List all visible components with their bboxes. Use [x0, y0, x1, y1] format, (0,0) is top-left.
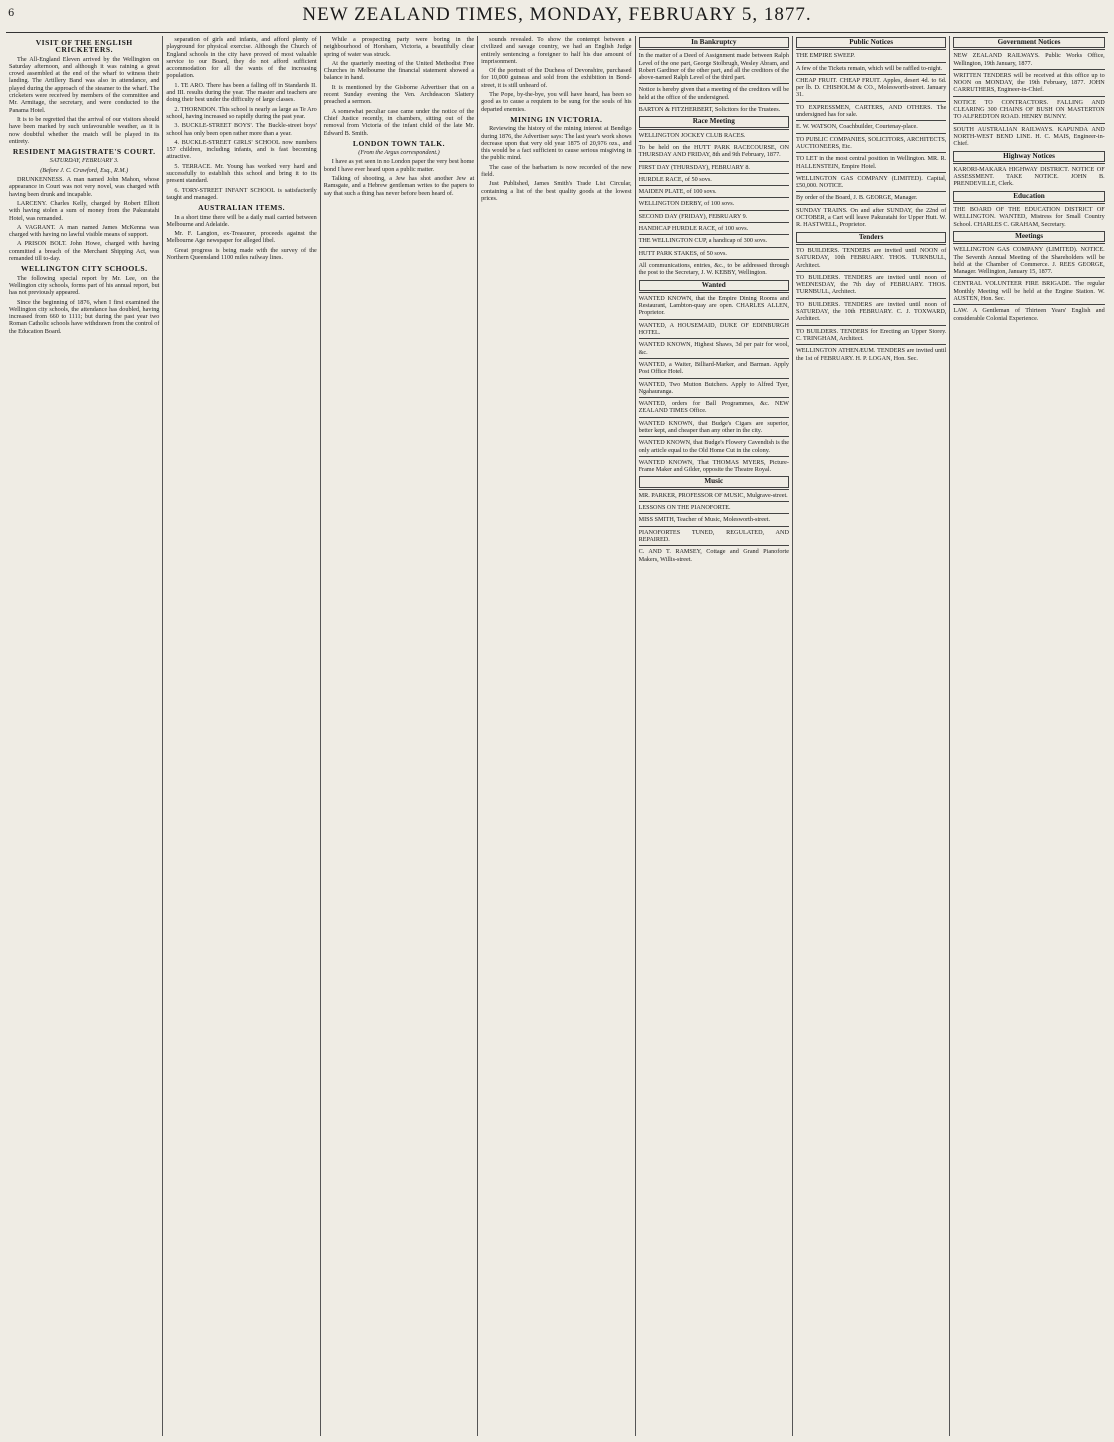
advertisement: HUTT PARK STAKES, of 50 sovs. — [639, 247, 789, 259]
article-paragraph: A somewhat peculiar case came under the notice of the Chief Justice recently, in chambers, sitting out of the removal from Victoria of the infant child of the late Mr. Edward B. Smith. — [323, 107, 475, 137]
advertisement: NOTICE TO CONTRACTORS. FALLING AND CLEARING 300 CHAINS OF BUSH ON MASTERTON TO ALFREDTON ROAD. HENRY BUNNY. — [953, 96, 1104, 123]
column-2 — [163, 36, 320, 1436]
advertisement: TO BUILDERS. TENDERS are invited until noon of SATURDAY, the 10th FEBRUARY. C. J. TOXWARD, Architect. — [796, 298, 946, 325]
header-rule — [6, 32, 1108, 33]
advertisement: TO EXPRESSMEN, CARTERS, AND OTHERS. The undersigned has for sale. — [796, 101, 946, 121]
article-heading: LONDON TOWN TALK. — [352, 138, 446, 148]
article-paragraph: separation of girls and infants, and afford plenty of playground for physical exercise. Although the Church of England schools in the city have proved of most valuable service to our Board, they do not afford sufficient accommodation for all the wants of the increasing population. — [166, 36, 317, 80]
advertisement: NEW ZEALAND RAILWAYS. Public Works Office, Wellington, 19th January, 1877. — [953, 49, 1104, 69]
advertisement: PIANOFORTES TUNED, REGULATED, AND REPAIRED. — [639, 526, 789, 546]
article-paragraph: 3. BUCKLE-STREET BOYS'. The Buckle-street boys' school has only been open rather more than a year. — [166, 122, 317, 137]
section-heading: Highway Notices — [953, 151, 1104, 162]
advertisement: WANTED KNOWN, that Budge's Cigars are superior, better kept, and cheaper than any other in the city. — [639, 417, 789, 437]
advertisement: WRITTEN TENDERS will be received at this office up to NOON on MONDAY, the 19th February, 1877. JOHN CARRUTHERS, Engineer-in-Chief. — [953, 69, 1104, 96]
section-heading: Wanted — [639, 280, 789, 291]
advertisement: WELLINGTON GAS COMPANY (LIMITED). NOTICE. The Seventh Annual Meeting of the Shareholders will be held at the Chamber of Commerce. J. REES GEORGE, Manager. Wellington, January 15, 1877. — [953, 243, 1104, 277]
advertisement: CENTRAL VOLUNTEER FIRE BRIGADE. The regular Monthly Meeting will be held at the Engine Station. W. AUSTEN, Hon. Sec. — [953, 277, 1104, 304]
article-paragraph: I have as yet seen in no London paper the very best home bond I have ever heard upon a public matter. — [323, 158, 475, 173]
advertisement: WANTED, A HOUSEMAID, DUKE OF EDINBURGH HOTEL. — [639, 319, 789, 339]
advertisement: TO BUILDERS. TENDERS are invited until NOON of SATURDAY, 10th FEBRUARY. THOS. TURNBULL, Architect. — [796, 244, 946, 271]
newspaper-title: NEW ZEALAND TIMES, MONDAY, FEBRUARY 5, 1877. — [302, 4, 812, 25]
article-subheading: (From the Argus correspondent.) — [358, 149, 440, 157]
article-heading: WELLINGTON CITY SCHOOLS. — [20, 264, 148, 274]
article-heading: RESIDENT MAGISTRATE'S COURT. — [12, 147, 156, 157]
advertisement: A few of the Tickets remain, which will be raffled to-night. — [796, 62, 946, 74]
advertisement: In the matter of a Deed of Assignment made between Ralph Level of the one part, George Stolbrugh, Wesley Abram, and Robert Gardiner of the other part, and all the creditors of the above-named Ralph Level of the third part. — [639, 49, 789, 83]
column-5 — [636, 36, 793, 1436]
column-6 — [793, 36, 950, 1436]
advertisement: WANTED KNOWN, that Budge's Flowery Cavendish is the only article equal to the Old Home Cut in the colony. — [639, 436, 789, 456]
article-paragraph: The Pope, by-the-bye, you will have heard, has been so good as to cause a requiem to be sung for the souls of his departed enemies. — [481, 91, 632, 113]
section-heading: Music — [639, 476, 789, 487]
advertisement: SECOND DAY (FRIDAY), FEBRUARY 9. — [639, 210, 789, 222]
columns — [6, 36, 1108, 1436]
advertisement: HURDLE RACE, of 50 sovs. — [639, 173, 789, 185]
advertisement: FIRST DAY (THURSDAY), FEBRUARY 8. — [639, 161, 789, 173]
section-heading: Education — [953, 191, 1104, 202]
section-heading: Government Notices — [953, 37, 1104, 48]
advertisement: WELLINGTON DERBY, of 100 sovs. — [639, 197, 789, 209]
advertisement: C. AND T. RAMSEY, Cottage and Grand Pianoforte Makers, Willis-street. — [639, 545, 789, 565]
article-paragraph: 5. TERRACE. Mr. Young has worked very hard and successfully to establish this school and bring it to its present standard. — [166, 162, 317, 185]
advertisement: KARORI-MAKARA HIGHWAY DISTRICT. NOTICE OF ASSESSMENT. TAKE NOTICE. JOHN B. PRENDEVILLE, Clerk. — [953, 163, 1104, 190]
advertisement: TO LET in the most central position in Wellington. MR. R. HALLENSTEIN, Empire Hotel. — [796, 152, 946, 172]
advertisement: WANTED KNOWN, That THOMAS MYERS, Picture-Frame Maker and Gilder, opposite the Theatre Royal. — [639, 456, 789, 476]
article-paragraph: It is mentioned by the Gisborne Advertiser that on a recent Sunday evening the Ven. Archdeacon Slattery preached a sermon. — [323, 83, 475, 106]
advertisement: SUNDAY TRAINS. On and after SUNDAY, the 22nd of OCTOBER, a Cart will leave Pakuratahi for Upper Hutt. W. R. HASTWELL, Proprietor. — [796, 204, 946, 231]
advertisement: THE BOARD OF THE EDUCATION DISTRICT OF WELLINGTON. WANTED, Mistress for Small Country School. CHARLES C. GRAHAM, Secretary. — [953, 203, 1104, 230]
article-paragraph: 4. BUCKLE-STREET GIRLS' SCHOOL now numbers 157 children, including infants, and is fast becoming attractive. — [166, 138, 317, 161]
advertisement: LAW. A Gentleman of Thirteen Years' English and considerable Colonial Experience. — [953, 304, 1104, 324]
advertisement: WANTED KNOWN, that the Empire Dining Rooms and Restaurant, Lambton-quay are open. CHARLES ALLEN, Proprietor. — [639, 292, 789, 319]
article-subheading: SATURDAY, FEBRUARY 3. — [49, 157, 119, 165]
article-heading: AUSTRALIAN ITEMS. — [198, 203, 286, 213]
advertisement: WANTED KNOWN, Highest Shaws, 3d per pair for wool, &c. — [639, 338, 789, 358]
article-paragraph: The following special report by Mr. Lee, on the Wellington city schools, forms part of his annual report, but has not previously appeared. — [9, 274, 160, 297]
article-paragraph: sounds revealed. To show the contempt between a civilized and savage country, we had an English Judge entirely sentencing a foreigner to half his due amount of imprisonment. — [481, 36, 632, 65]
advertisement: To be held on the HUTT PARK RACECOURSE, ON THURSDAY AND FRIDAY, 8th and 9th February, 1877. — [639, 141, 789, 161]
article-paragraph: 2. THORNDON. This school is nearly as large as Te Aro school, having increased so rapidly during the past year. — [166, 105, 317, 120]
article-paragraph: LARCENY. Charles Kelly, charged by Robert Elliott with having stolen a sum of money from the Pakuratahi Hotel, was remanded. — [9, 199, 160, 222]
section-heading: Race Meeting — [639, 116, 789, 127]
advertisement: By order of the Board, J. B. GEORGE, Manager. — [796, 191, 946, 203]
advertisement: LESSONS ON THE PIANOFORTE. — [639, 501, 789, 513]
advertisement: BARTON & FITZHERBERT, Solicitors for the Trustees. — [639, 103, 789, 115]
advertisement: WANTED, Two Mutton Butchers. Apply to Alfred Tyer, Ngahauranga. — [639, 378, 789, 398]
article-paragraph: Since the beginning of 1876, when I first examined the Wellington city schools, the attendance has doubled, having increased from 660 to 1111; but during the past year two Roman Catholic schools have withdrawn from the control of the Education Board. — [9, 298, 160, 335]
advertisement: WELLINGTON GAS COMPANY (LIMITED). Capital, £50,000. NOTICE. — [796, 172, 946, 192]
article-paragraph: 6. TORY-STREET INFANT SCHOOL is satisfactorily taught and managed. — [166, 186, 317, 201]
advertisement: WELLINGTON JOCKEY CLUB RACES. — [639, 129, 789, 141]
column-7 — [950, 36, 1107, 1436]
article-paragraph: The case of the barbarism is now recorded of the new field. — [481, 163, 632, 179]
article-paragraph: While a prospecting party were boring in the neighbourhood of Horsham, Victoria, a beautifully clear spring of water was struck. — [323, 36, 475, 58]
advertisement: MAIDEN PLATE, of 100 sovs. — [639, 185, 789, 197]
article-paragraph: Talking of shooting, a Jew has shot another Jew at Ramsgate, and a Hebrew gentleman writes to the papers to say that such a thing has never before been heard of. — [323, 175, 475, 197]
masthead — [0, 0, 1114, 34]
article-paragraph: Just Published, James Smith's Trade List Circular, containing a list of the best quality goods at the lowest prices. — [481, 180, 632, 202]
section-heading: In Bankruptcy — [639, 37, 789, 48]
advertisement: E. W. WATSON, Coachbuilder, Courtenay-place. — [796, 120, 946, 132]
advertisement: THE EMPIRE SWEEP. — [796, 49, 946, 61]
advertisement: TO BUILDERS. TENDERS are invited until noon of WEDNESDAY, the 7th day of FEBRUARY. THOS. TURNBULL, Architect. — [796, 271, 946, 298]
article-paragraph: DRUNKENNESS. A man named John Mahon, whose appearance in Court was not very novel, was charged with having been drunk and incapable. — [9, 176, 160, 198]
advertisement: CHEAP FRUIT. CHEAP FRUIT. Apples, desert 4d. to 6d. per lb. D. CHISHOLM & CO., Molesworth-street. January 31. — [796, 74, 946, 101]
advertisement: Notice is hereby given that a meeting of the creditors will be held at the office of the undersigned. — [639, 83, 789, 103]
advertisement: THE WELLINGTON CUP, a handicap of 300 sovs. — [639, 234, 789, 246]
column-1 — [6, 36, 163, 1436]
article-paragraph: A VAGRANT. A man named James McKenna was charged with having no lawful visible means of support. — [9, 223, 160, 239]
advertisement: TO PUBLIC COMPANIES, SOLICITORS, ARCHITECTS, AUCTIONEERS, Etc. — [796, 133, 946, 153]
column-3 — [321, 36, 478, 1436]
section-heading: Meetings — [953, 231, 1104, 242]
article-paragraph: Of the portrait of the Duchess of Devonshire, purchased for 10,000 guineas and sold from the exhibition in Bond-street, it is still unheard of. — [481, 67, 632, 89]
advertisement: WANTED, orders for Ball Programmes, &c. NEW ZEALAND TIMES Office. — [639, 397, 789, 417]
advertisement: WELLINGTON ATHENÆUM. TENDERS are invited until the 1st of FEBRUARY. H. P. LOGAN, Hon. Sec. — [796, 344, 946, 364]
article-paragraph: A PRISON BOLT. John Howe, charged with having committed a breach of the Merchant Shipping Act, was remanded till to-day. — [9, 240, 160, 263]
article-subheading: (Before J. C. Crawford, Esq., R.M.) — [40, 166, 129, 174]
advertisement: All communications, entries, &c., to be addressed through the post to the Secretary, J. W. KEBBY, Wellington. — [639, 259, 789, 279]
article-paragraph: 1. TE ARO. There has been a falling off in Standards II. and III. results during the year. The master and teachers are doing their best under the difficulty of large classes. — [166, 81, 317, 104]
article-paragraph: At the quarterly meeting of the United Methodist Free Churches in Melbourne the financial statement showed a balance in hand. — [323, 59, 475, 82]
section-heading: Tenders — [796, 232, 946, 243]
advertisement: SOUTH AUSTRALIAN RAILWAYS. KAPUNDA AND NORTH-WEST BEND LINE. H. C. MAIS, Engineer-in-Chief. — [953, 123, 1104, 150]
advertisement: HANDICAP HURDLE RACE, of 100 sovs. — [639, 222, 789, 234]
article-heading: MINING IN VICTORIA. — [510, 114, 603, 124]
article-paragraph: Great progress is being made with the survey of the Northern Queensland 1100 miles railway lines. — [166, 246, 317, 262]
article-paragraph: Mr. F. Langton, ex-Treasurer, proceeds against the Melbourne Age newspaper for alleged libel. — [166, 230, 317, 245]
advertisement: WANTED, a Waiter, Billiard-Marker, and Barman. Apply Post Office Hotel. — [639, 358, 789, 378]
article-paragraph: It is to be regretted that the arrival of our visitors should have been marked by such unfavourable weather, as it is now doubtful whether the match will be played in its entirety. — [9, 115, 160, 145]
column-4 — [478, 36, 635, 1436]
advertisement: MISS SMITH, Teacher of Music, Molesworth-street. — [639, 513, 789, 525]
section-heading: Public Notices — [796, 37, 946, 48]
advertisement: MR. PARKER, PROFESSOR OF MUSIC, Mulgrave-street. — [639, 489, 789, 501]
article-paragraph: The All-England Eleven arrived by the Wellington on Saturday afternoon, and although it was raining a great crowd assembled at the end of the wharf to witness their landing. The Artillery Band was also in attendance, and played during the approach of the steamer to the wharf. The cricketers were received by members of the committee and Mr. Armitage, the secretary, and were conducted to the Panama Hotel. — [9, 55, 160, 114]
article-paragraph: In a short time there will be a daily mail carried between Melbourne and Adelaide. — [166, 213, 317, 228]
article-paragraph: Reviewing the history of the mining interest at Bendigo during 1876, the Advertiser says: The last year's work shows decrease upon that very old year 1875 of 20,976 ozs., and this would be a fact sufficient to cause serious misgiving in the public mind. — [481, 125, 632, 162]
page-number: 6 — [8, 8, 15, 19]
advertisement: TO BUILDERS. TENDERS for Erecting an Upper Storey. C. TRINGHAM, Architect. — [796, 325, 946, 345]
article-heading: VISIT OF THE ENGLISH CRICKETERS. — [35, 38, 133, 55]
